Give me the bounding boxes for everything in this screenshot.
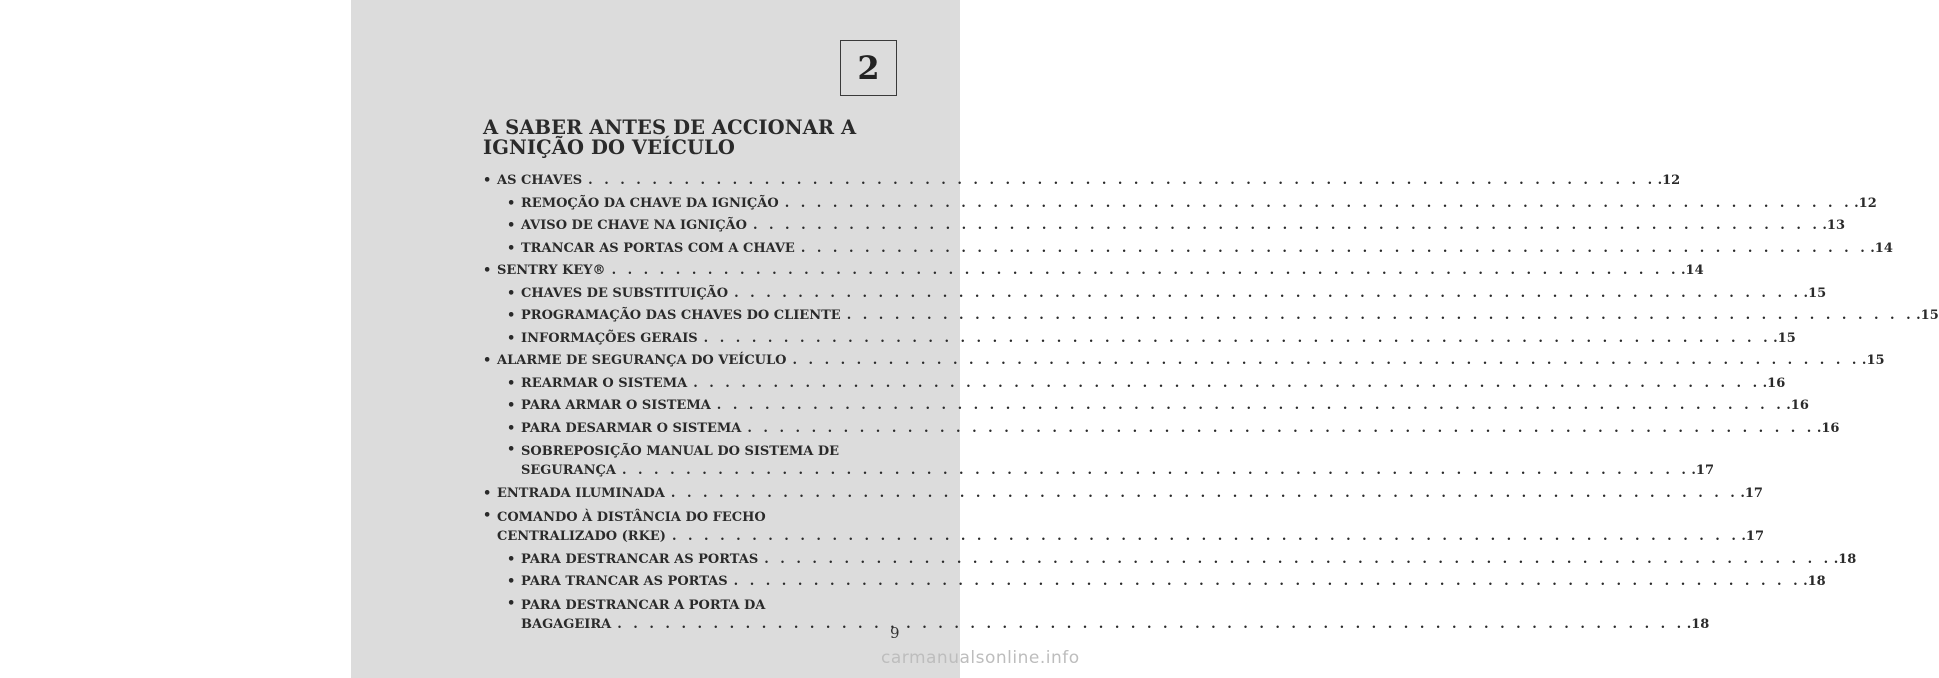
toc-entry-page: .14 — [1870, 240, 1893, 256]
toc-entry-page: .18 — [1803, 574, 1826, 589]
dot-leader — [764, 549, 1831, 572]
document-page — [351, 0, 1939, 678]
toc-entry-page: .16 — [1786, 398, 1809, 413]
toc-entry-title: TRANCAR AS PORTAS COM A CHAVE — [521, 240, 795, 256]
toc-entry-page: .17 — [1691, 463, 1715, 478]
toc-entry-title: BAGAGEIRA — [521, 616, 612, 632]
bullet-icon: • — [507, 218, 516, 233]
toc-entry[interactable] — [483, 215, 1846, 238]
toc-entry[interactable] — [483, 283, 1827, 306]
toc-entry-page: .18 — [1833, 551, 1857, 567]
toc-entry[interactable] — [483, 193, 1877, 216]
dot-leader — [617, 615, 1684, 634]
toc-entry-page: .12 — [1854, 195, 1877, 211]
bullet-icon: • — [483, 263, 492, 278]
toc-entry-title: CHAVES DE SUBSTITUIÇÃO — [521, 285, 729, 301]
toc-entry-page: .15 — [1916, 308, 1939, 323]
page-number: 9 — [890, 624, 900, 642]
dot-leader — [622, 461, 1689, 480]
toc-entry-page: .14 — [1681, 263, 1704, 278]
bullet-icon: • — [483, 353, 492, 368]
toc-entry[interactable] — [483, 418, 1840, 441]
toc-entry-title: SEGURANÇA — [521, 463, 616, 478]
dot-leader — [693, 373, 1760, 396]
toc-entry-page: .13 — [1822, 218, 1846, 233]
dot-leader — [785, 193, 1852, 216]
bullet-icon: • — [507, 308, 516, 323]
bullet-icon: • — [507, 398, 516, 413]
toc-entry[interactable] — [483, 373, 1786, 396]
toc-entry-page: .15 — [1803, 285, 1827, 301]
bullet-icon: • — [483, 173, 492, 188]
bullet-icon: • — [507, 442, 516, 457]
dot-leader — [734, 283, 1801, 306]
chapter-number-box: 2 — [840, 40, 897, 96]
toc-entry-title: PROGRAMAÇÃO DAS CHAVES DO CLIENTE — [521, 308, 841, 323]
bullet-icon: • — [507, 551, 516, 567]
dot-leader — [671, 483, 1738, 506]
toc-entry-title: AVISO DE CHAVE NA IGNIÇÃO — [521, 218, 747, 233]
toc-entry[interactable] — [483, 506, 1765, 549]
toc-entry-title: PARA DESTRANCAR AS PORTAS — [521, 551, 759, 567]
toc-entry[interactable] — [483, 483, 1763, 506]
toc-entry-page: .17 — [1740, 486, 1763, 501]
toc-entry-page: .18 — [1686, 616, 1710, 632]
toc-entry[interactable] — [483, 440, 1715, 483]
toc-entry-title: PARA ARMAR O SISTEMA — [521, 398, 711, 413]
dot-leader — [717, 395, 1784, 418]
toc-entry-title: ENTRADA ILUMINADA — [497, 486, 665, 501]
watermark-text: carmanualsonline.info — [881, 648, 1080, 668]
toc-entry[interactable] — [483, 328, 1796, 351]
dot-leader — [792, 350, 1859, 373]
toc-entry[interactable] — [483, 238, 1893, 261]
toc-entry-title: INFORMAÇÕES GERAIS — [521, 330, 698, 346]
bullet-icon: • — [483, 486, 492, 501]
section-title: A SABER ANTES DE ACCIONAR A IGNIÇÃO DO VEÍCULO — [483, 116, 857, 159]
toc-entry-title: REMOÇÃO DA CHAVE DA IGNIÇÃO — [521, 195, 779, 211]
dot-leader — [747, 418, 1814, 441]
bullet-icon: • — [507, 330, 516, 346]
bullet-icon: • — [507, 285, 516, 301]
toc-entry-title: SENTRY KEY® — [497, 263, 606, 278]
toc-entry[interactable] — [483, 395, 1809, 418]
dot-leader — [588, 170, 1655, 193]
toc-entry[interactable] — [483, 305, 1939, 328]
bullet-icon: • — [507, 240, 516, 256]
toc-entry-title: PARA DESARMAR O SISTEMA — [521, 420, 742, 436]
toc-entry-title: AS CHAVES — [497, 173, 583, 188]
toc-entry-page: .12 — [1657, 173, 1681, 188]
toc-entry[interactable] — [483, 571, 1826, 594]
toc-entry-page: .16 — [1816, 420, 1840, 436]
dot-leader — [753, 215, 1820, 238]
toc-entry-page: .15 — [1773, 330, 1796, 346]
bullet-icon: • — [507, 574, 516, 589]
toc-entry[interactable] — [483, 549, 1857, 572]
toc-entry-title: ALARME DE SEGURANÇA DO VEÍCULO — [497, 353, 787, 368]
blank-left-page — [0, 0, 351, 678]
dot-leader — [612, 260, 1679, 283]
dot-leader — [801, 238, 1868, 261]
toc-entry[interactable] — [483, 260, 1704, 283]
bullet-icon: • — [507, 195, 516, 211]
dot-leader — [704, 328, 1771, 351]
dot-leader — [672, 527, 1739, 546]
toc-entry[interactable] — [483, 594, 1710, 637]
bullet-icon: • — [507, 420, 516, 436]
toc-entry-page: .17 — [1741, 528, 1765, 544]
toc-entry-title: PARA TRANCAR AS PORTAS — [521, 574, 728, 589]
toc-entry-page: .16 — [1762, 375, 1786, 391]
toc-entry-title-line1: COMANDO À DISTÂNCIA DO FECHO — [497, 509, 766, 525]
toc-entry-title-line1: PARA DESTRANCAR A PORTA DA — [521, 597, 766, 613]
toc-entry[interactable] — [483, 350, 1885, 373]
toc-entry-title: CENTRALIZADO (RKE) — [497, 528, 666, 544]
dot-leader — [847, 305, 1914, 328]
dot-leader — [734, 571, 1801, 594]
bullet-icon: • — [507, 595, 516, 611]
bullet-icon: • — [483, 507, 492, 523]
toc-entry-title-line1: SOBREPOSIÇÃO MANUAL DO SISTEMA DE — [521, 444, 840, 459]
bullet-icon: • — [507, 375, 516, 391]
toc-entry-page: .15 — [1861, 353, 1885, 368]
toc-entry-title: REARMAR O SISTEMA — [521, 375, 688, 391]
toc-entry[interactable] — [483, 170, 1681, 193]
table-of-contents — [483, 170, 1939, 637]
